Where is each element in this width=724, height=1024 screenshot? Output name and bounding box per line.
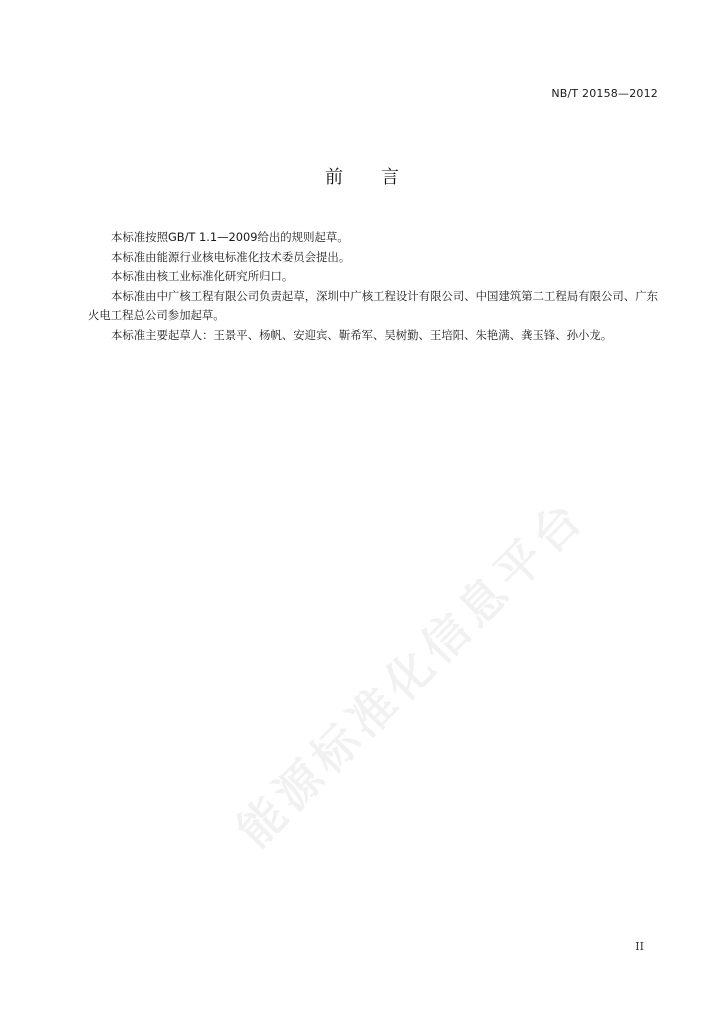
paragraph-drafters: 本标准主要起草人：王景平、杨帆、安迎宾、靳希军、吴树勤、王培阳、朱艳满、龚玉锋、孙小龙。 [111,327,613,342]
paragraph-drafting-rules: 本标准按照GB/T 1.1—2009给出的规则起草。 [111,230,349,244]
watermark: 能源标准化信息平台 [226,488,596,858]
paragraph-administered-by: 本标准由核工业标准化研究所归口。 [111,269,294,284]
page-number: II [635,940,644,953]
standard-code: NB/T 20158—2012 [551,87,658,100]
paragraph-proposed-by: 本标准由能源行业核电标准化技术委员会提出。 [111,249,351,264]
page-title: 前言 [325,167,437,188]
paragraph-drafting-organizations: 本标准由中广核工程有限公司负责起草，深圳中广核工程设计有限公司、中国建筑第二工程局有限公司、广东火电工程总公司参加起草。 [88,288,658,323]
foreword-body [88,228,658,346]
